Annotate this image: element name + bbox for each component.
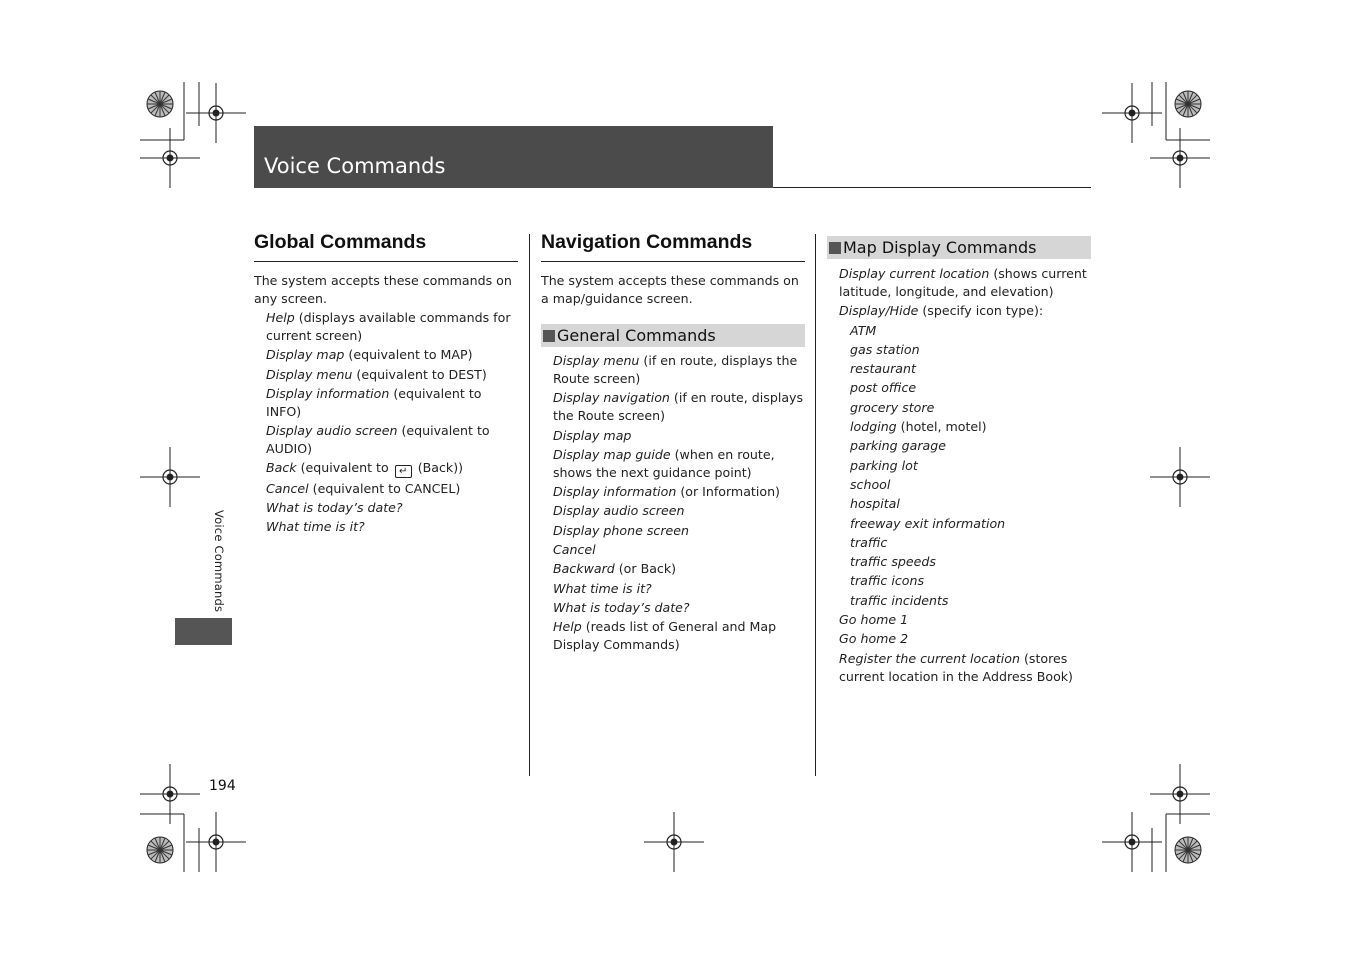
command-description: (displays available commands for current screen) xyxy=(266,310,511,343)
command-name: Go home 1 xyxy=(839,612,909,628)
command-item xyxy=(553,541,805,559)
command-item xyxy=(839,515,1089,533)
command-description: (equivalent to AUDIO) xyxy=(266,423,490,457)
command-description: (or Back) xyxy=(614,561,677,577)
command-description: (when en route, shows the next guidance point) xyxy=(553,446,775,480)
command-description: (hotel, motel) xyxy=(896,419,987,435)
command-item xyxy=(839,360,1089,378)
command-description: (equivalent to DEST) xyxy=(352,366,487,382)
command-item xyxy=(266,518,518,536)
command-item xyxy=(839,437,1089,455)
column-divider xyxy=(815,234,816,776)
command-item xyxy=(553,446,805,482)
command-description: (equivalent to INFO) xyxy=(266,385,482,419)
command-name: Cancel xyxy=(553,542,596,558)
navigation-commands-heading: Navigation Commands xyxy=(541,231,753,253)
command-name: parking garage xyxy=(850,438,947,454)
command-item xyxy=(266,366,518,384)
command-item xyxy=(839,265,1089,301)
command-item xyxy=(553,522,805,540)
command-description: (reads list of General and Map Display Commands) xyxy=(553,619,777,653)
command-item xyxy=(839,418,1089,436)
global-intro: The system accepts these commands on any screen. xyxy=(254,273,512,306)
command-item xyxy=(553,599,805,617)
back-icon: ↵ xyxy=(395,465,412,478)
command-description: (or Information) xyxy=(676,484,780,500)
command-description: (if en route, displays the Route screen) xyxy=(553,390,804,424)
command-name: gas station xyxy=(850,341,920,357)
command-item xyxy=(839,379,1089,397)
command-item xyxy=(553,352,805,388)
navigation-intro: The system accepts these commands on a map/guidance screen. xyxy=(541,273,799,306)
command-item xyxy=(266,385,518,421)
command-item xyxy=(266,346,518,364)
command-name: What time is it? xyxy=(553,580,652,596)
command-name: What is today’s date? xyxy=(553,599,690,615)
command-description: (equivalent to MAP) xyxy=(344,347,473,363)
command-item xyxy=(839,322,1089,340)
command-item xyxy=(839,457,1089,475)
command-name: What is today’s date? xyxy=(266,500,403,516)
column-divider xyxy=(529,234,530,776)
square-bullet-icon xyxy=(543,330,555,342)
command-name: Display current location xyxy=(839,266,990,281)
command-item xyxy=(839,650,1089,686)
command-item xyxy=(839,611,1089,629)
command-item xyxy=(839,630,1089,648)
command-item xyxy=(839,399,1089,417)
side-tab-label: Voice Commands xyxy=(212,510,226,613)
command-item xyxy=(839,495,1089,513)
command-name: Display audio screen xyxy=(553,503,685,519)
map-display-command-list xyxy=(839,265,1089,687)
command-name: Display/Hide xyxy=(839,303,919,319)
command-item xyxy=(553,580,805,598)
page-number: 194 xyxy=(209,778,236,794)
command-name: Backward xyxy=(553,561,615,577)
command-item xyxy=(553,483,805,501)
command-item xyxy=(839,476,1089,494)
command-name: Display navigation xyxy=(553,390,670,406)
command-item xyxy=(266,422,518,458)
side-tab-block xyxy=(175,618,232,645)
command-name: Display phone screen xyxy=(553,522,689,538)
command-item xyxy=(839,572,1089,590)
command-name: traffic speeds xyxy=(850,554,936,570)
command-name: What time is it? xyxy=(266,519,365,535)
command-name: lodging xyxy=(850,419,897,435)
command-name: Display menu xyxy=(266,366,353,382)
command-item xyxy=(553,560,805,578)
command-name: freeway exit information xyxy=(850,515,1006,531)
command-item xyxy=(266,499,518,517)
command-name: Register the current location xyxy=(839,650,1020,666)
command-name: traffic incidents xyxy=(850,592,949,608)
command-name: parking lot xyxy=(850,457,918,473)
command-name: ATM xyxy=(850,322,877,338)
command-name: Display map xyxy=(266,347,345,363)
command-item xyxy=(839,592,1089,610)
command-item xyxy=(553,389,805,425)
square-bullet-icon xyxy=(829,242,841,254)
command-name: restaurant xyxy=(850,361,916,377)
command-item xyxy=(839,302,1089,320)
command-name: hospital xyxy=(850,496,900,512)
command-name: Back xyxy=(266,460,297,476)
command-name: school xyxy=(850,476,891,492)
command-item xyxy=(266,459,518,478)
subheading-label: General Commands xyxy=(557,326,716,345)
command-name: traffic xyxy=(850,534,888,550)
global-commands-heading: Global Commands xyxy=(254,231,427,253)
command-item xyxy=(553,427,805,445)
command-item xyxy=(839,341,1089,359)
command-description: (Back)) xyxy=(413,460,464,476)
command-name: traffic icons xyxy=(850,573,925,589)
command-name: Display audio screen xyxy=(266,423,398,439)
command-name: Help xyxy=(266,310,295,325)
subheading-label: Map Display Commands xyxy=(843,238,1037,257)
command-description: (shows current latitude, longitude, and elevation) xyxy=(839,266,1087,299)
command-item xyxy=(553,618,805,654)
command-description: (equivalent to xyxy=(296,460,393,476)
general-command-list xyxy=(553,352,805,656)
map-display-commands-subheading xyxy=(827,236,1091,259)
command-name: Display information xyxy=(266,385,390,401)
command-description: (stores current location in the Address Book) xyxy=(839,650,1073,684)
general-commands-subheading xyxy=(541,324,805,347)
command-description: (if en route, displays the Route screen) xyxy=(553,353,798,386)
heading-rule xyxy=(541,261,805,262)
global-command-list xyxy=(266,309,518,538)
heading-rule xyxy=(254,261,518,262)
command-name: Display map xyxy=(553,427,632,443)
command-item xyxy=(266,309,518,345)
command-item xyxy=(839,534,1089,552)
command-name: Display map guide xyxy=(553,446,671,462)
page-title: Voice Commands xyxy=(264,154,446,178)
command-name: Help xyxy=(553,619,582,635)
command-name: Display information xyxy=(553,484,677,500)
command-item xyxy=(553,502,805,520)
command-description: (equivalent to CANCEL) xyxy=(308,480,461,496)
command-name: Cancel xyxy=(266,480,309,496)
command-name: Go home 2 xyxy=(839,631,909,647)
command-item xyxy=(266,480,518,498)
command-item xyxy=(839,553,1089,571)
command-description: (specify icon type): xyxy=(918,303,1044,319)
command-name: post office xyxy=(850,380,917,396)
command-name: Display menu xyxy=(553,353,640,368)
command-name: grocery store xyxy=(850,399,935,415)
title-rule xyxy=(773,187,1091,188)
